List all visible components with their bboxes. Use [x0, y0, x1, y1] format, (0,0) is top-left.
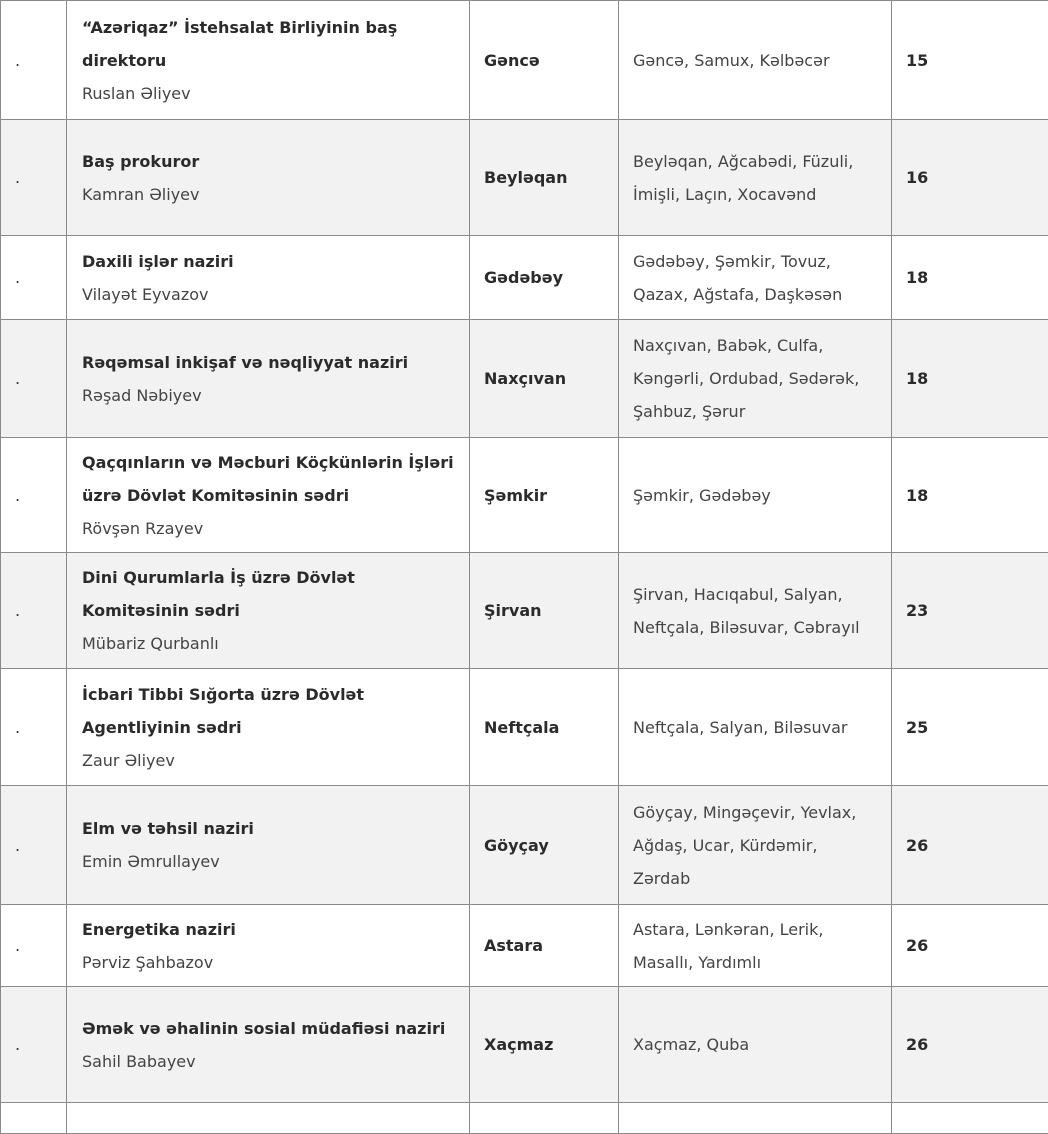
row-number: . — [1, 120, 67, 236]
table-row — [1, 786, 1048, 905]
table-row — [1, 987, 1048, 1103]
count-value: 15 — [892, 1, 1048, 120]
count-value: 23 — [892, 553, 1048, 669]
table-row — [1, 120, 1048, 236]
row-number: . — [1, 553, 67, 669]
official-name: Rövşən Rzayev — [82, 512, 455, 545]
official-name: Emin Əmrullayev — [82, 845, 455, 878]
official-position: Daxili işlər naziri — [82, 245, 455, 278]
official-cell — [67, 905, 470, 987]
meeting-city: Beyləqan — [470, 120, 619, 236]
regions-list: Beyləqan, Ağcabədi, Füzuli, İmişli, Laçın, Xocavənd — [619, 120, 892, 236]
count-value: 25 — [892, 669, 1048, 786]
official-name: Sahil Babayev — [82, 1045, 455, 1078]
meeting-city: Şəmkir — [470, 438, 619, 553]
row-number: . — [1, 905, 67, 987]
meeting-city: Xaçmaz — [470, 987, 619, 1103]
official-name: Rəşad Nəbiyev — [82, 379, 455, 412]
official-position: “Azəriqaz” İstehsalat Birliyinin baş direktoru — [82, 11, 455, 77]
official-cell — [67, 669, 470, 786]
regions-list: Gədəbəy, Şəmkir, Tovuz, Qazax, Ağstafa, Daşkəsən — [619, 236, 892, 320]
row-number: . — [1, 320, 67, 438]
count-value-empty — [892, 1103, 1048, 1134]
table-row — [1, 236, 1048, 320]
official-cell — [67, 553, 470, 669]
table-row — [1, 553, 1048, 669]
official-position: Rəqəmsal inkişaf və nəqliyyat naziri — [82, 346, 455, 379]
meeting-city: Gədəbəy — [470, 236, 619, 320]
count-value: 18 — [892, 320, 1048, 438]
table-row — [1, 669, 1048, 786]
table-row — [1, 905, 1048, 987]
regions-list: Gəncə, Samux, Kəlbəcər — [619, 1, 892, 120]
official-cell — [67, 320, 470, 438]
row-number: . — [1, 669, 67, 786]
count-value: 18 — [892, 438, 1048, 553]
official-cell — [67, 1, 470, 120]
regions-list: Göyçay, Mingəçevir, Yevlax, Ağdaş, Ucar, Kürdəmir, Zərdab — [619, 786, 892, 905]
regions-list: Astara, Lənkəran, Lerik, Masallı, Yardımlı — [619, 905, 892, 987]
official-name: Kamran Əliyev — [82, 178, 455, 211]
regions-list: Xaçmaz, Quba — [619, 987, 892, 1103]
meeting-city: Göyçay — [470, 786, 619, 905]
table-row-partial — [1, 1103, 1048, 1134]
row-number: . — [1, 236, 67, 320]
official-cell — [67, 236, 470, 320]
regions-list-empty — [619, 1103, 892, 1134]
count-value: 26 — [892, 786, 1048, 905]
official-cell — [67, 786, 470, 905]
official-name: Mübariz Qurbanlı — [82, 627, 455, 660]
row-number: . — [1, 1, 67, 120]
row-number: . — [1, 987, 67, 1103]
official-position: Baş prokuror — [82, 145, 455, 178]
regions-list: Şirvan, Hacıqabul, Salyan, Neftçala, Biləsuvar, Cəbrayıl — [619, 553, 892, 669]
official-name: Zaur Əliyev — [82, 744, 455, 777]
row-number: . — [1, 786, 67, 905]
meeting-city-empty — [470, 1103, 619, 1134]
meeting-city: Gəncə — [470, 1, 619, 120]
official-position: Elm və təhsil naziri — [82, 812, 455, 845]
official-position: Dini Qurumlarla İş üzrə Dövlət Komitəsinin sədri — [82, 561, 455, 627]
row-number-empty — [1, 1103, 67, 1134]
official-position: Əmək və əhalinin sosial müdafiəsi naziri — [82, 1012, 455, 1045]
count-value: 26 — [892, 987, 1048, 1103]
row-number: . — [1, 438, 67, 553]
official-name: Pərviz Şahbazov — [82, 946, 455, 979]
official-name: Vilayət Eyvazov — [82, 278, 455, 311]
regions-list: Naxçıvan, Babək, Culfa, Kəngərli, Ordubad, Sədərək, Şahbuz, Şərur — [619, 320, 892, 438]
official-position: İcbari Tibbi Sığorta üzrə Dövlət Agentliyinin sədri — [82, 678, 455, 744]
official-cell-empty — [67, 1103, 470, 1134]
count-value: 18 — [892, 236, 1048, 320]
official-position: Qaçqınların və Məcburi Köçkünlərin İşləri üzrə Dövlət Komitəsinin sədri — [82, 446, 455, 512]
official-name: Ruslan Əliyev — [82, 77, 455, 110]
official-cell — [67, 120, 470, 236]
meeting-city: Naxçıvan — [470, 320, 619, 438]
meeting-city: Şirvan — [470, 553, 619, 669]
table-row — [1, 438, 1048, 553]
meeting-city: Neftçala — [470, 669, 619, 786]
regions-list: Neftçala, Salyan, Biləsuvar — [619, 669, 892, 786]
count-value: 16 — [892, 120, 1048, 236]
table-row — [1, 1, 1048, 120]
meeting-city: Astara — [470, 905, 619, 987]
official-cell — [67, 987, 470, 1103]
table-row — [1, 320, 1048, 438]
regions-list: Şəmkir, Gədəbəy — [619, 438, 892, 553]
official-cell — [67, 438, 470, 553]
count-value: 26 — [892, 905, 1048, 987]
official-position: Energetika naziri — [82, 913, 455, 946]
